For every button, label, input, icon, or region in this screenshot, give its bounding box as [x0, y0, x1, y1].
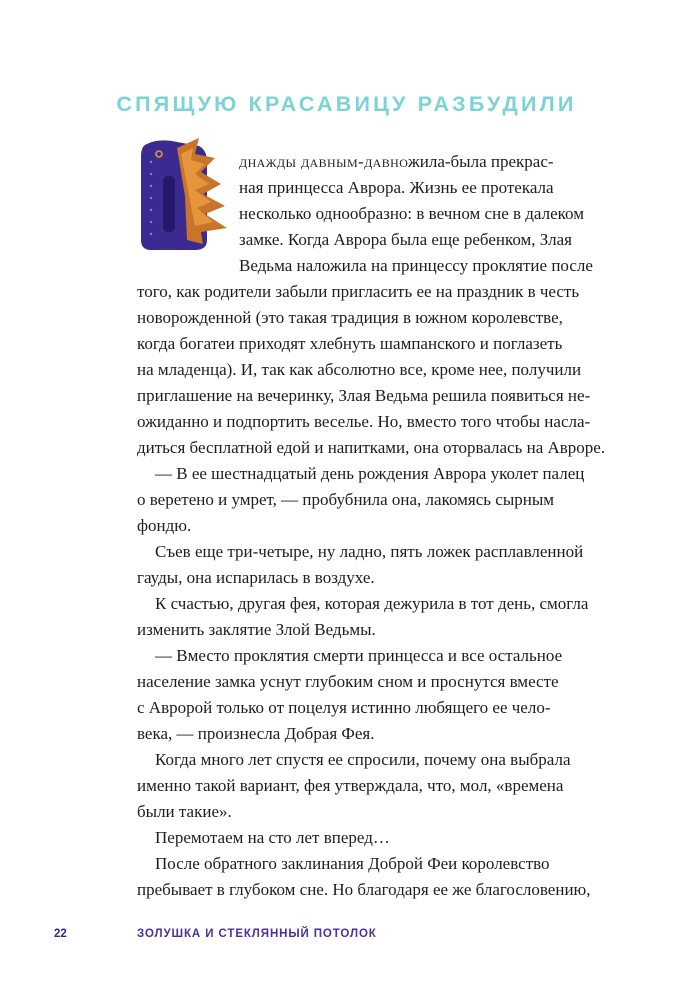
- body-line: — Вместо проклятия смерти принцесса и все остальное: [155, 646, 563, 665]
- body-line: изменить заклятие Злой Ведьмы.: [137, 620, 376, 639]
- running-title: ЗОЛУШКА И СТЕКЛЯННЫЙ ПОТОЛОК: [137, 928, 377, 940]
- body-line: когда богатеи приходят хлебнуть шампанского и поглазеть: [137, 334, 563, 353]
- body-line: именно такой вариант, фея утверждала, что, мол, «времена: [137, 776, 564, 795]
- body-line: Перемотаем на сто лет вперед…: [155, 828, 390, 847]
- body-line: приглашение на вечеринку, Злая Ведьма решила появиться не-: [137, 386, 591, 405]
- body-line: на младенца). И, так как абсолютно все, кроме нее, получили: [137, 360, 582, 379]
- body-line: население замка уснут глубоким сном и проснутся вместе: [137, 672, 559, 691]
- dropcap-letter-o-illustration: [137, 136, 229, 252]
- body-line: ожиданно и подпортить веселье. Но, вместо того чтобы насла-: [137, 412, 591, 431]
- body-line: К счастью, другая фея, которая дежурила в тот день, смогла: [155, 594, 589, 613]
- body-line: замке. Когда Аврора была еще ребенком, Злая: [239, 230, 572, 249]
- body-line: диться бесплатной едой и напитками, она оторвалась на Авроре.: [137, 438, 606, 457]
- body-line: фондю.: [137, 516, 192, 535]
- body-line: несколько однообразно: в вечном сне в далеком: [239, 204, 584, 223]
- body-line: с Авророй только от поцелуя истинно любящего ее чело-: [137, 698, 551, 717]
- body-line: После обратного заклинания Доброй Феи королевство: [155, 854, 550, 873]
- body-line: века, — произнесла Добрая Фея.: [137, 724, 375, 743]
- body-line: ная принцесса Аврора. Жизнь ее протекала: [239, 178, 554, 197]
- body-line: — В ее шестнадцатый день рождения Аврора уколет палец: [155, 464, 585, 483]
- body-line: того, как родители забыли пригласить ее на праздник в честь: [137, 282, 580, 301]
- body-line: Когда много лет спустя ее спросили, почему она выбрала: [155, 750, 571, 769]
- body-line: пребывает в глубоком сне. Но благодаря ее же благословению,: [137, 880, 591, 899]
- body-line: жила-была прекрас-: [408, 152, 554, 171]
- body-line: были такие».: [137, 802, 232, 821]
- body-line: Ведьма наложила на принцессу проклятие после: [239, 256, 593, 275]
- body-line: Съев еще три-четыре, ну ладно, пять ложек расплавленной: [155, 542, 584, 561]
- body-line: новорожденной (это такая традиция в южном королевстве,: [137, 308, 563, 327]
- body-line: о веретено и умрет, — пробубнила она, лакомясь сырным: [137, 490, 555, 509]
- page-number: 22: [54, 928, 67, 940]
- body-line: гауды, она испарилась в воздухе.: [137, 568, 375, 587]
- body-line: днажды давным-давно: [239, 152, 409, 171]
- chapter-title: СПЯЩУЮ КРАСАВИЦУ РАЗБУДИЛИ: [116, 92, 577, 116]
